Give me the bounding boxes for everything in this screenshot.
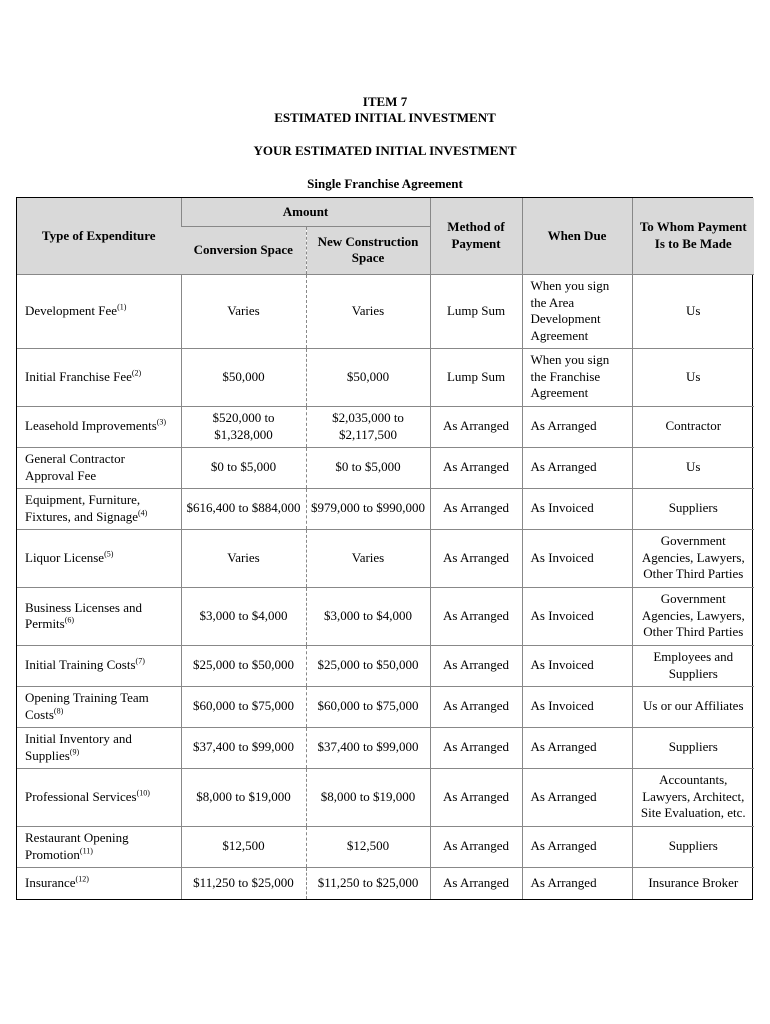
cell-method: As Arranged [430, 406, 522, 447]
header-new-construction: New Construction Space [306, 226, 430, 274]
cell-type [17, 488, 181, 529]
expenditure-label: Development Fee [25, 302, 118, 318]
cell-conversion: $60,000 to $75,000 [181, 686, 306, 727]
cell-type [17, 727, 181, 768]
cell-when-due: As Arranged [522, 406, 632, 447]
cell-type [17, 406, 181, 447]
expenditure-label: Initial Franchise Fee [25, 368, 132, 384]
cell-conversion: $25,000 to $50,000 [181, 645, 306, 686]
cell-when-due: As Arranged [522, 768, 632, 826]
cell-type [17, 768, 181, 826]
cell-when-due: When you sign the Area Development Agreement [522, 274, 632, 348]
footnote-marker: (11) [79, 846, 93, 856]
expenditure-label: Restaurant Opening Promotion [25, 830, 129, 862]
table-row [17, 826, 754, 867]
cell-when-due: As Arranged [522, 826, 632, 867]
cell-when-due: As Invoiced [522, 587, 632, 645]
footnote-marker: (10) [136, 788, 150, 798]
header-type: Type of Expenditure [17, 198, 181, 274]
cell-to-whom: Contractor [632, 406, 754, 447]
expenditure-label: Insurance [25, 875, 76, 890]
expenditure-label: Initial Inventory and Supplies [25, 731, 132, 763]
table-title: YOUR ESTIMATED INITIAL INVESTMENT [253, 143, 517, 158]
cell-when-due: As Arranged [522, 727, 632, 768]
cell-type [17, 529, 181, 587]
table-row [17, 447, 754, 488]
table-row [17, 488, 754, 529]
footnote-marker: (3) [156, 417, 167, 427]
cell-conversion: $11,250 to $25,000 [181, 867, 306, 899]
footnote-marker: (6) [64, 615, 75, 625]
cell-method: As Arranged [430, 587, 522, 645]
cell-to-whom: Us or our Affiliates [632, 686, 754, 727]
cell-new-construction: Varies [306, 274, 430, 348]
cell-conversion: $8,000 to $19,000 [181, 768, 306, 826]
cell-new-construction: $8,000 to $19,000 [306, 768, 430, 826]
header-amount: Amount [181, 198, 430, 226]
cell-new-construction: $0 to $5,000 [306, 447, 430, 488]
cell-type [17, 274, 181, 348]
cell-new-construction: $12,500 [306, 826, 430, 867]
section-title: ESTIMATED INITIAL INVESTMENT [274, 110, 496, 125]
agreement-subtitle: Single Franchise Agreement [307, 176, 463, 191]
cell-when-due: When you sign the Franchise Agreement [522, 348, 632, 406]
cell-to-whom: Insurance Broker [632, 867, 754, 899]
expenditure-label: Leasehold Improvements [25, 418, 157, 434]
cell-method: Lump Sum [430, 348, 522, 406]
table-row [17, 348, 754, 406]
cell-type [17, 686, 181, 727]
cell-type [17, 645, 181, 686]
table-row [17, 727, 754, 768]
cell-type [17, 348, 181, 406]
cell-new-construction: $50,000 [306, 348, 430, 406]
header-method: Method of Payment [430, 198, 522, 274]
table-body [17, 274, 754, 899]
cell-method: As Arranged [430, 826, 522, 867]
cell-method: As Arranged [430, 727, 522, 768]
expenditure-label: Initial Training Costs [25, 657, 136, 673]
cell-conversion: $12,500 [181, 826, 306, 867]
cell-method: As Arranged [430, 488, 522, 529]
cell-to-whom: Government Agencies, Lawyers, Other Third Parties [632, 587, 754, 645]
cell-to-whom: Suppliers [632, 727, 754, 768]
table-row [17, 274, 754, 348]
cell-new-construction: $3,000 to $4,000 [306, 587, 430, 645]
cell-to-whom: Suppliers [632, 826, 754, 867]
cell-method: Lump Sum [430, 274, 522, 348]
footnote-marker: (7) [135, 656, 145, 666]
cell-method: As Arranged [430, 447, 522, 488]
item-heading: ITEM 7 [362, 94, 408, 109]
cell-conversion: $616,400 to $884,000 [181, 488, 306, 529]
cell-conversion: $3,000 to $4,000 [181, 587, 306, 645]
table-row [17, 587, 754, 645]
cell-method: As Arranged [430, 529, 522, 587]
cell-method: As Arranged [430, 768, 522, 826]
cell-to-whom: Us [632, 348, 754, 406]
cell-when-due: As Invoiced [522, 529, 632, 587]
cell-new-construction: $60,000 to $75,000 [306, 686, 430, 727]
cell-when-due: As Invoiced [522, 686, 632, 727]
header-conversion: Conversion Space [181, 226, 306, 274]
cell-new-construction: $11,250 to $25,000 [306, 867, 430, 899]
footnote-marker: (5) [104, 549, 114, 559]
cell-conversion: $520,000 to $1,328,000 [181, 406, 306, 447]
cell-type [17, 587, 181, 645]
cell-when-due: As Arranged [522, 447, 632, 488]
table-row [17, 529, 754, 587]
cell-type [17, 867, 181, 899]
expenditure-label: Business Licenses and Permits [25, 599, 142, 631]
cell-method: As Arranged [430, 645, 522, 686]
cell-type [17, 447, 181, 488]
cell-new-construction: $979,000 to $990,000 [306, 488, 430, 529]
cell-to-whom: Accountants, Lawyers, Architect, Site Evaluation, etc. [632, 768, 754, 826]
cell-when-due: As Invoiced [522, 488, 632, 529]
footnote-marker: (2) [131, 368, 142, 378]
cell-type [17, 826, 181, 867]
cell-to-whom: Employees and Suppliers [632, 645, 754, 686]
table-row [17, 406, 754, 447]
cell-method: As Arranged [430, 867, 522, 899]
expenditure-label: Liquor License [25, 549, 105, 565]
cell-to-whom: Government Agencies, Lawyers, Other Third Parties [632, 529, 754, 587]
cell-when-due: As Arranged [522, 867, 632, 899]
table-row [17, 686, 754, 727]
cell-to-whom: Us [632, 274, 754, 348]
footnote-marker: (1) [117, 302, 127, 312]
footnote-marker: (12) [75, 874, 89, 884]
table-row [17, 768, 754, 826]
expenditure-label: Opening Training Team Costs [25, 690, 149, 722]
cell-method: As Arranged [430, 686, 522, 727]
cell-to-whom: Suppliers [632, 488, 754, 529]
expenditure-label: Professional Services [25, 788, 137, 804]
cell-conversion: Varies [181, 529, 306, 587]
cell-new-construction: $37,400 to $99,000 [306, 727, 430, 768]
investment-table [16, 197, 753, 900]
cell-when-due: As Invoiced [522, 645, 632, 686]
header-to-whom: To Whom Payment Is to Be Made [632, 198, 754, 274]
header-when-due: When Due [522, 198, 632, 274]
cell-new-construction: Varies [306, 529, 430, 587]
cell-conversion: $50,000 [181, 348, 306, 406]
cell-new-construction: $2,035,000 to $2,117,500 [306, 406, 430, 447]
expenditure-label: Equipment, Furniture, Fixtures, and Signage [25, 492, 141, 524]
footnote-marker: (8) [53, 706, 64, 716]
expenditure-label: General Contractor Approval Fee [25, 451, 125, 483]
cell-new-construction: $25,000 to $50,000 [306, 645, 430, 686]
table-row [17, 867, 754, 899]
table-row [17, 645, 754, 686]
cell-conversion: $37,400 to $99,000 [181, 727, 306, 768]
footnote-marker: (4) [138, 508, 148, 518]
cell-to-whom: Us [632, 447, 754, 488]
footnote-marker: (9) [69, 747, 80, 757]
cell-conversion: Varies [181, 274, 306, 348]
cell-conversion: $0 to $5,000 [181, 447, 306, 488]
